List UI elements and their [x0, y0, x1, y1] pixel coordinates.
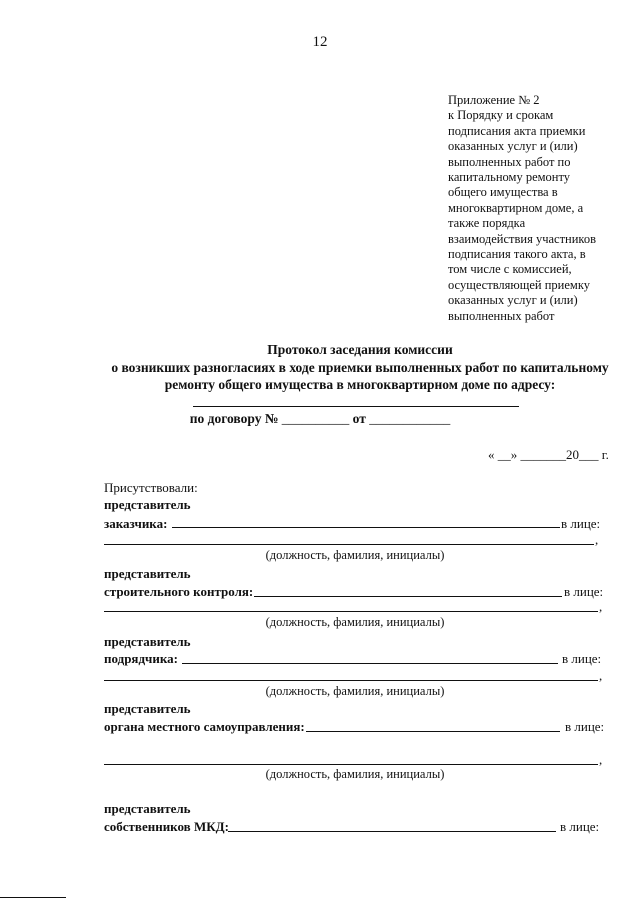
rep-customer-label-1: представитель — [104, 497, 191, 512]
appendix-line: выполненных работ — [448, 308, 555, 323]
rep-government-label-2: органа местного самоуправления: — [104, 719, 305, 734]
in-person-label: в лице: — [565, 719, 605, 734]
address-field[interactable] — [193, 406, 519, 407]
rep-contractor-label-1: представитель — [104, 634, 191, 649]
page-number: 12 — [312, 34, 328, 50]
contract-line — [0, 411, 640, 427]
appendix-note — [448, 93, 618, 324]
appendix-line: оказанных услуг и (или) — [448, 293, 578, 308]
appendix-line: подписания такого акта, в — [448, 247, 586, 262]
contract-number-field[interactable]: __________ — [281, 411, 350, 426]
comma: , — [599, 668, 603, 683]
appendix-line: многоквартирном доме, а — [448, 200, 584, 215]
rep-control-position-field[interactable] — [104, 611, 598, 612]
in-person-label: в лице: — [564, 584, 604, 599]
rep-contractor-name-field[interactable] — [182, 663, 558, 664]
position-hint: (должность, фамилия, инициалы) — [265, 767, 445, 781]
comma: , — [595, 532, 599, 547]
appendix-line: подписания акта приемки — [448, 123, 586, 138]
appendix-line: Приложение № 2 — [448, 93, 540, 107]
contract-label: по договору № — [189, 411, 279, 426]
rep-government-position-field[interactable] — [104, 764, 598, 765]
rep-owners-label-2: собственников МКД: — [104, 819, 229, 834]
contract-from-label: от — [352, 411, 366, 426]
protocol-title — [80, 341, 640, 394]
in-person-label: в лице: — [560, 819, 600, 834]
comma: , — [599, 599, 603, 614]
footnote-separator — [0, 897, 66, 898]
appendix-line: взаимодействия участников — [448, 231, 597, 246]
title-line-1: Протокол заседания комиссии — [267, 342, 453, 357]
rep-customer-label-2: заказчика: — [104, 516, 168, 531]
appendix-line: также порядка — [448, 216, 526, 231]
appendix-line: том числе с комиссией, — [448, 262, 572, 277]
rep-government-name-field[interactable] — [306, 731, 560, 732]
title-line-2: о возникших разногласиях в ходе приемки выполненных работ по капитальному — [111, 359, 609, 375]
position-hint: (должность, фамилия, инициалы) — [265, 684, 445, 698]
appendix-line: общего имущества в — [448, 185, 558, 200]
rep-control-label-2: строительного контроля: — [104, 584, 254, 599]
title-line-3: ремонту общего имущества в многоквартирном доме по адресу: — [164, 377, 556, 392]
rep-customer-name-field[interactable] — [172, 527, 560, 528]
position-hint: (должность, фамилия, инициалы) — [265, 548, 445, 562]
rep-owners-label-1: представитель — [104, 801, 191, 816]
present-label: Присутствовали: — [104, 480, 198, 495]
appendix-line: капитальному ремонту — [448, 170, 571, 185]
contract-date-field[interactable]: ____________ — [369, 411, 451, 426]
rep-control-name-field[interactable] — [254, 596, 562, 597]
appendix-line: к Порядку и срокам — [448, 108, 554, 123]
comma: , — [599, 752, 603, 767]
appendix-line: выполненных работ по — [448, 154, 571, 169]
rep-customer-position-field[interactable] — [104, 544, 594, 545]
rep-government-label-1: представитель — [104, 701, 191, 716]
position-hint: (должность, фамилия, инициалы) — [265, 615, 445, 629]
rep-owners-name-field[interactable] — [228, 831, 556, 832]
appendix-line: осуществляющей приемку — [448, 277, 590, 292]
in-person-label: в лице: — [561, 516, 601, 531]
appendix-line: оказанных услуг и (или) — [448, 139, 578, 154]
rep-contractor-position-field[interactable] — [104, 680, 598, 681]
rep-contractor-label-2: подрядчика: — [104, 651, 178, 666]
in-person-label: в лице: — [562, 651, 602, 666]
protocol-date-field[interactable]: « __» _______20___ г. — [488, 447, 609, 462]
rep-control-label-1: представитель — [104, 566, 191, 581]
